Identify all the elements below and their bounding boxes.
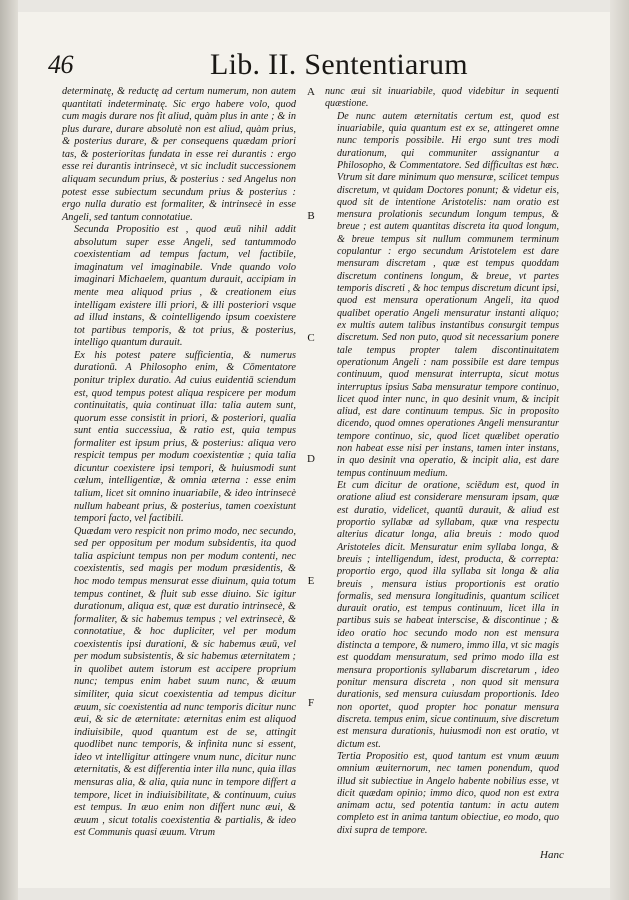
- margin-letter-a: A: [307, 86, 315, 98]
- catchword: Hanc: [540, 849, 564, 861]
- binding-gutter: [0, 0, 18, 900]
- margin-letter-e: E: [307, 575, 315, 587]
- left-paragraph-2: Secunda Propositio est , quod æuū nihil addit absolutum super esse Angeli, sed tantummodo coexistentiam ad tempus factum, vel factibile, imaginatum vel imaginabile. Vnde quando volo imaginari Michaelem, quantum durauit, accipiam in mente mea aliquod prius , & creationem eius intelligam existere illi priori, & illi posteriori vsque ad illud instans, & cointelligendo ipsum coexistere tot partibus temporis, & tot prius, & posterius, intelligo quantum durauit.: [74, 224, 296, 349]
- page-number: 46: [48, 50, 73, 79]
- margin-letter-c: C: [307, 332, 315, 344]
- margin-letter-b: B: [307, 210, 315, 222]
- right-paragraph-1: nunc æui sit inuariabile, quod videbitur in sequenti quæstione.: [325, 86, 559, 110]
- left-paragraph-3: Ex his potest patere sufficientia, & numerus durationū. A Philosopho enim, & Cōmentatore ponitur triplex duratio. Ad cuius euidentiā sciendum est, quod tempus potest aliqua respicere per modum continuitatis, quia continuat illa: talia autem sunt, quorum esse consistit in priori, & posteriori, qualia sunt entia successiua, & ratio est, quia tempus formaliter est ipsum prius, & posterius: aliqua vero respicit tempus per modum coexistentiæ ; quia talia dicuntur coexistere ipsi tempori, & huiusmodi sunt cælum, intelligentiæ, & omnia æterna : esse enim talium, licet sit omnino inuariabile, & ideo intrinsecè nullum habeant prius, & posterius, tamen coexistunt tempori facto, vel factibili.: [74, 349, 296, 525]
- right-paragraph-4: Tertia Propositio est, quod tantum est vnum æuum omnium æuiternorum, nec tamen ponendum, quod illud sit subiectiue in Angelo habente nobilius esse, vt dicit quædam opinio; immo dico, quod non est extra animam actu, sed potentia tantum: in actu autem completo est in anima tantum obiectiue, eo modo, quo dixi supra de tempore.: [337, 750, 559, 836]
- running-title: Lib. II. Sententiarum: [210, 48, 468, 81]
- left-paragraph-4: Quædam vero respicit non primo modo, nec secundo, sed per oppositum per modum subsidentis, ita quod talia aspiciunt tempus non per modum contenti, nec coexistentis, sed magis per modum præsidentis, & hoc modo tempus mensurat esse diuinum, quia totum tempus continet, & fluit sub esse diuino. Sic igitur durationum, aliqua est, quæ est duratio intrinsecè, & formaliter, & sic habemus tempus ; vel extrinsecè, & connotatiue, & hoc dupliciter, vel per modum coexistentis ipsi durationi, & sic habemus æuū, vel per modum subsistentis, & sic habemus æternitatem ; in quolibet autem istorum est accipere proprium nunc; tempus enim habet suum nunc, & æuum similiter, quia sicut coexistentia ad tempus dicitur æuum, sic coexistentia ad nunc temporis dicitur nunc æui, & sic de æternitate: æternitas enim est aliquod indiuisibile, quod quantum est de se, attingit quodlibet nunc temporis, & infinita nunc si essent, ideo vt intelligitur attingere vnum nunc, dicitur nunc æternitatis, & est differentia inter illa nunc, quia illas mensuras alia, & alia, quia nunc in tempore differt a tempore, licet in indiuisibilitate, & continuum, cuius est tempus. In æuo enim non differt nunc æui, & æuum , sicut totalis coexistentia & partialis, & ideo est Communis quasi æuum. Vtrum: [74, 525, 296, 839]
- margin-letter-f: F: [307, 697, 315, 709]
- right-paragraph-2: De nunc autem æternitatis certum est, quod est inuariabile, quia quantum est ex se, attingeret omne nunc temporis possibile. Hi ergo sunt tres modi durationum, qui communiter assignantur a Philosopho, & Commentatore. Sed difficultas est hæc. Vtrum sit dare minimum quo mensuræ, scilicet tempus discretum, vt quidam Doctores ponunt; & videtur eis, quod sit de intentione Aristotelis: nam oratio est mensura prolationis secundum longum tempus, & breue ; est autem quantitas discreta ita quod longum, & breue tempus sit nullum communem terminum copulantur : ergo secundum Aristotelem est dare mensuram discretam , quæ est tempus quoddam discretum continens longum, & breue, vt partes temporis discreti , & hoc tempus discretum dicunt ipsi, quod est mensura operationum Angeli, ita quod qualibet operatio Angeli mensuratur instanti aliquo; ex multis autem talibus instantibus consurgit tempus discretum. Sed non puto, quod sit necessarium ponere tale tempus propter talem discontinuitatem operationum Angeli : nam possibile est dare tempus continuum, quod mensurat interrupta, sicut motus interruptus ipsius Saba mensuratur tempore continuo, licet quod inter nunc, in quo desinit vnum, & incipit aliud, est dare continuum tempus. Sic in proposito dicendo, quod omnes operationes Angeli mensurantur tempore continuo, sic, quod licet quælibet operatio non habeat esse nisi per instans, tamen inter instans, in quo desinit vna operatio, & incipit alia, est dare tempus continuum medium.: [337, 110, 559, 479]
- right-column: [325, 86, 559, 837]
- left-paragraph-1: determinatę, & reductę ad certum numerum, non autem quantitati indeterminatę. Sic ergo habere volo, quod cum magis durare nos fit aliud, quàm plus in ante ; & in plus durare, durare absolutè non est aliud, quàm prius, & posterius durare, & per consequens quædam priori tas, & posterioritas fundata in esse rei durantis : ergo esse rei durantis intrinsecè, vt sic includit successionem aliquam secundum prius, & posterius : sed Angelus non potest esse subiectum secundum prius & posterius : ergo nulla duratio est formaliter, & intrinsecè in esse Angeli, sed tantum connotatiue.: [62, 86, 296, 223]
- right-paragraph-3: Et cum dicitur de oratione, sciēdum est, quod in oratione aliud est considerare mensuram ipsam, quæ est duratio, videlicet, quantū durauit, & aliud est proportio syllabæ ad syllabam, quæ vna respectu alterius dicatur longa, alia breuis : modo quod Aristoteles dicit. Mensuratur enim syllaba longa, & breuis ; intelligendum, idest, producta, & correpta: proportio ergo, quod illa syllaba sit longa & alia breuis , mensura istius proportionis est oratio formalis, sed mensura longitudinis, quantum scilicet durauit oratio, est tempus continuum, licet illa in partibus suis se habeat interscise, & discontinue ; & ideo oratio hoc secundo modo non est mensura distincta a tempore, & numero, immo illa, vt sic magis est quoddam mensuratum, sed primo modo illa est mensura proportionis syllabarum discretarum , ideo ponitur mensura discreta , non quod sit mensura durationis, sed mensura cuiusdam proportionis. Ideo non oportet, quod propter hoc ponatur mensura discreta. tempus enim, sicue continuum, sive discretum est mensura durationis, huiusmodi non est oratio, vt dictum est.: [337, 480, 559, 750]
- margin-letter-d: D: [307, 453, 315, 465]
- page-edge: [610, 0, 629, 900]
- left-column: [62, 86, 296, 840]
